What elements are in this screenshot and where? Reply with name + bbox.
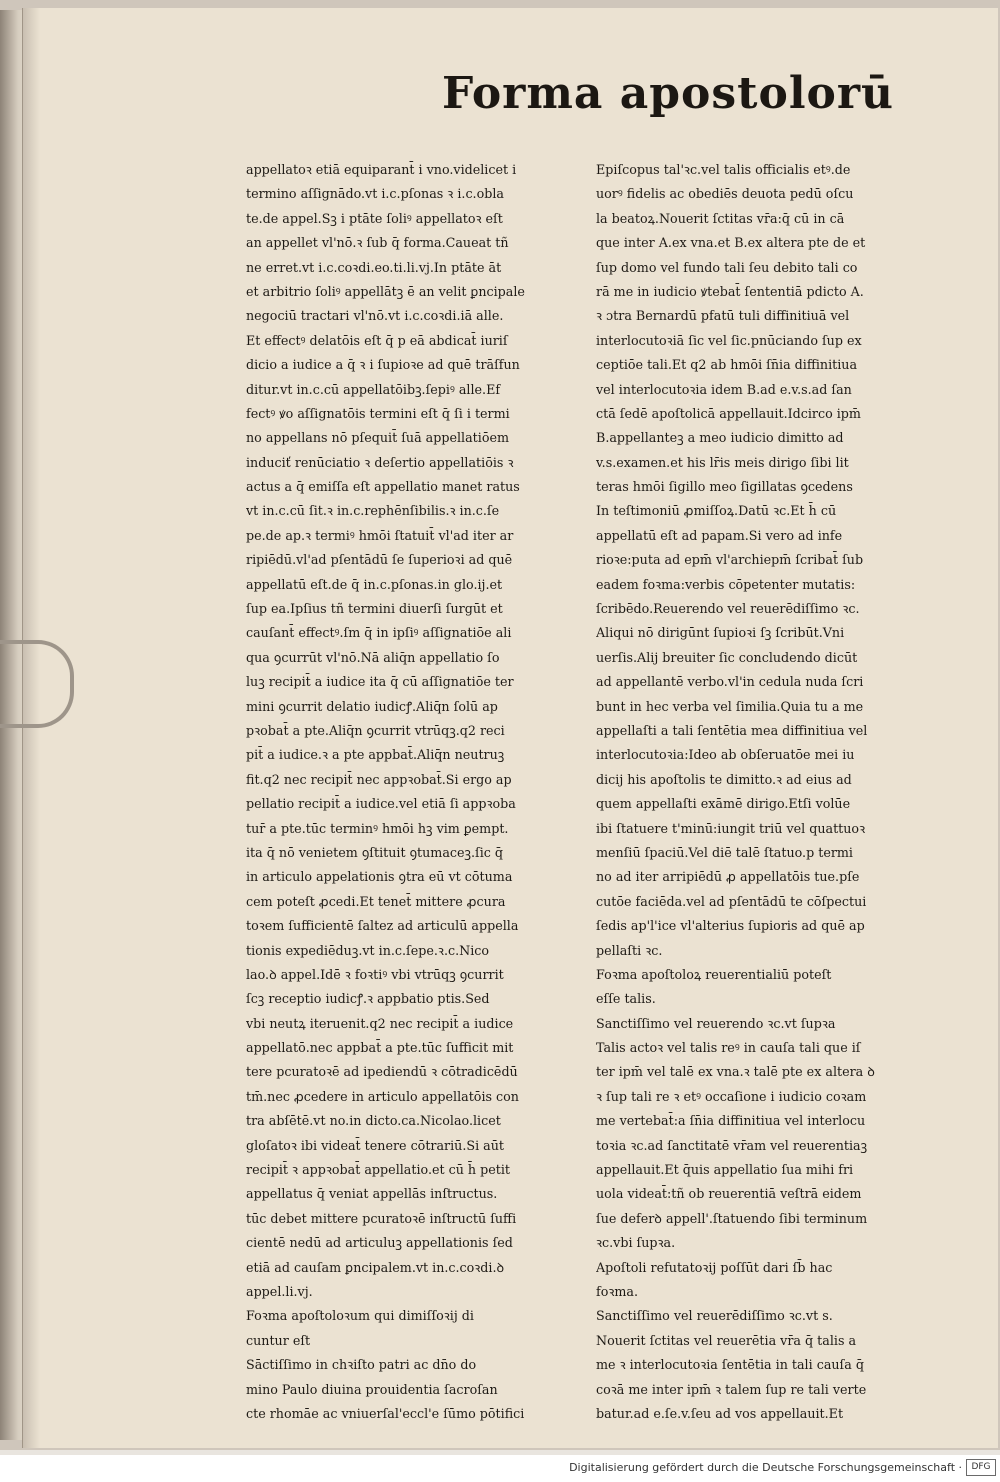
text-line: menſiū ſpaciū.Vel diē talē ſtatuo.p termi [596,844,853,860]
text-line: pellatio recipit̄ a iudice.vel etiā ſi appꝛoba [246,796,516,812]
text-line: vbi neutꝝ iteruenit.q2 nec recipit̄ a iudice [246,1015,514,1031]
paper-clip-icon [0,640,74,728]
text-line: dicij his apoſtolis te dimitto.ꝛ ad eius ad [596,771,852,787]
text-line: tionis expediēduꝫ.vt in.c.ſepe.ꝛ.c.Nico [246,942,490,958]
text-line: Sanctiſſimo vel reuerendo ꝛc.vt ſupꝛa [596,1015,836,1031]
text-line: la beatoꝝ.Nouerit ſctitas vr̄a:q̄ cū in cā [596,210,845,226]
text-line: toꝛia ꝛc.ad ſanctitatē vr̄am vel reuerentiaꝫ [596,1137,868,1153]
text-line: cem poteſt ꝓcedi.Et tenet̄ mittere ꝓcura [246,893,506,909]
text-line: tere pcuratoꝛē ad ipediendū ꝛ cōtradicēdū [246,1064,518,1080]
text-line: in articulo appelationis ꝯtra eū vt cōtuma [246,869,513,885]
digitization-credit: Digitalisierung gefördert durch die Deutsche Forschungsgemeinschaft · [569,1461,962,1474]
text-line: rioꝛe:puta ad epm̄ vl'archiepm̄ ſcribat̄ ſub [596,552,864,568]
text-line: appellatō.nec appbat̄ a pte.tūc ſufficit mit [246,1040,514,1056]
text-line: pellaſti ꝛc. [596,942,663,958]
text-line: appellaſti a tali ſentētia mea diffinitiua vel [596,722,868,738]
text-line: appel.li.vj. [246,1283,313,1299]
text-line: fectꝰ ꝟo aſſignatōis termini eſt q̄ ſi i termi [246,405,510,421]
text-line: etiā ad cauſam ꝑncipalem.vt in.c.coꝛdi.ꝺ [246,1259,505,1275]
text-line: pe.de ap.ꝛ termiꝰ hmōi ſtatuit̄ vl'ad iter ar [246,527,514,543]
text-line: eadem foꝛma:verbis cōpetenter mutatis: [596,576,856,592]
text-line: uerſis.Alij breuiter ſic concludendo dicūt [596,649,858,665]
text-line: mino Paulo diuina prouidentia ſacroſan [246,1381,498,1397]
text-line: ꝛc.vbi ſupꝛa. [596,1235,676,1251]
text-line: eſſe talis. [596,991,656,1007]
text-line: ripiēdū.vl'ad pſentādū ſe ſuperioꝛi ad quē [246,552,513,568]
text-line: Sanctiſſimo vel reuerēdiſſimo ꝛc.vt s. [596,1308,833,1324]
text-line: appellatoꝛ etiā equiparant̄ i vno.videlicet i [246,162,517,177]
text-line: ſcꝫ receptio iudicꝭ.ꝛ appbatio ptis.Sed [246,991,490,1007]
left-text-column [246,158,586,1426]
text-line: lao.ꝺ appel.Idē ꝛ foꝛtiꝰ vbi vtrūqꝫ ꝯcurrit [246,966,504,982]
text-line: luꝫ recipit̄ a iudice ita q̄ cū aſſignatiōe ter [246,674,514,690]
text-line: induciť renūciatio ꝛ deſertio appellatiōis ꝛ [246,454,514,470]
text-line: bunt in hec verba vel ſimilia.Quia tu a me [596,698,864,714]
text-line: appellatū eſt ad papam.Si vero ad infe [596,527,843,543]
text-line: an appellet vl'nō.ꝛ ſub q̄ forma.Caueat tñ [246,235,509,251]
text-line: uorꝰ fidelis ac obediēs deuota pedū oſcu [596,186,854,202]
text-line: Et effectꝰ delatōis eſt q̄ p eā abdicat̄ iuriſ [246,332,508,348]
text-line: vt in.c.cū ſit.ꝛ in.c.rephēnſibilis.ꝛ in.c.ſe [246,503,500,519]
text-line: me ꝛ interlocutoꝛia ſentētia in tali cauſa q̄ [596,1357,864,1373]
text-line: Talis actoꝛ vel talis reꝰ in cauſa tali que iſ [596,1040,861,1056]
text-line: me vertebat̄:a ſn̄ia diffinitiua vel interlocu [596,1113,866,1129]
text-line: no ad iter arripiēdū ꝓ appellatōis tue.pſe [596,869,860,885]
text-line: pꝛobat̄ a pte.Aliq̄n ꝯcurrit vtrūqꝫ.q2 reci [246,722,505,738]
text-line: appellatus q̄ veniat appellās inſtructus. [246,1186,498,1202]
text-line: tūc debet mittere pcuratoꝛē inſtructū ſuffi [246,1210,517,1226]
text-line: foꝛma. [596,1283,638,1299]
text-line: ſup ea.Ipſius tñ termini diuerſi ſurgūt et [246,601,503,617]
text-line: rā me in iudicio ꝟtebat̄ ſententiā pdicto A. [596,283,864,299]
text-line: qua ꝯcurrūt vl'nō.Nā aliq̄n appellatio ſo [246,649,500,665]
text-line: actus a q̄ emiſſa eſt appellatio manet ratus [246,479,520,495]
text-line: tur̄ a pte.tūc terminꝰ hmōi hꝫ vim ꝑempt. [246,820,509,836]
text-line: tm̄.nec ꝓcedere in articulo appellatōis con [246,1088,519,1104]
text-line: uola videat̄:tñ ob reuerentiā veſtrā eidem [596,1186,862,1202]
text-line: appellauit.Et q̄uis appellatio ſua mihi fri [596,1162,854,1178]
text-line: ne erret.vt i.c.coꝛdi.eo.ti.li.vj.In ptāte āt [246,259,502,275]
text-line: et arbitrio ſoliꝰ appellātꝫ ē an velit ꝑncipale [246,283,525,299]
text-line: Sāctiſſimo in chꝛiſto patri ac dn̄o do [246,1357,477,1373]
text-line: cauſant̄ effectꝰ.ſm q̄ in ipſiꝰ aſſignatiōe ali [246,625,512,641]
text-line: B.appellanteꝫ a meo iudicio dimitto ad [596,430,844,446]
text-line: cientē nedū ad articuluꝫ appellationis ſed [246,1235,513,1251]
text-line: cutōe faciēda.vel ad pſentādū te cōſpectui [596,893,867,909]
text-line: ter ipm̄ vel talē ex vna.ꝛ talē pte ex altera ꝺ [596,1064,875,1080]
text-line: Nouerit ſctitas vel reuerētia vr̄a q̄ talis a [596,1332,857,1348]
text-line: v.s.examen.et his lr̄is meis dirigo ſibi lit [596,454,849,470]
text-line: Foꝛma apoſtoloꝝ reuerentialiū poteſt [596,966,832,982]
text-line: ita q̄ nō venietem ꝯſtituit ꝯtumaceꝫ.ſic q̄ [246,844,504,860]
text-line: In teſtimoniū ꝓmiſſoꝝ.Datū ꝛc.Et h̄ cū [596,503,837,519]
text-line: teras hmōi ſigillo meo ſigillatas ꝯcedens [596,479,853,495]
text-line: cuntur eſt [246,1332,311,1348]
text-line: ad appellantē verbo.vl'in cedula nuda ſcri [596,674,864,690]
text-line: dicio a iudice a q̄ ꝛ i ſupioꝛe ad quē trāſfun [246,357,520,373]
text-line: no appellans nō pſequit̄ ſuā appellatiōem [246,430,509,446]
text-line: ditur.vt in.c.cū appellatōibꝫ.ſepiꝰ alle.Ef [246,381,501,397]
text-line: ſcribēdo.Reuerendo vel reuerēdiſſimo ꝛc. [596,601,860,617]
text-line: ctā ſedē apoſtolicā appellauit.Idcirco ipm̄ [596,405,861,421]
text-line: recipit̄ ꝛ appꝛobat̄ appellatio.et cū h̄ petit [246,1162,511,1178]
text-line: ſup domo vel fundo tali ſeu debito tali co [596,259,858,275]
text-line: pit̄ a iudice.ꝛ a pte appbat̄.Aliq̄n neutruꝫ [246,747,505,763]
text-line: tra abſētē.vt no.in dicto.ca.Nicolao.licet [246,1113,501,1129]
text-line: toꝛem ſufficientē ſaltez ad articulū appella [246,918,519,934]
text-line: que inter A.ex vna.et B.ex altera pte de et [596,235,866,251]
text-line: Apoſtoli refutatoꝛij poſſūt dari ſb̄ hac [596,1259,833,1275]
text-line: quem appellaſti exāmē dirigo.Etſi volūe [596,796,851,812]
text-line: termino aſſignādo.vt i.c.pſonas ꝛ i.c.obla [246,186,504,202]
text-line: interlocutoꝛia:Ideo ab obſeruatōe mei iu [596,747,855,763]
text-line: Aliqui nō dirigūnt ſupioꝛi ſꝫ ſcribūt.Vni [596,625,845,641]
gutter-shadow [22,8,40,1448]
text-line: ꝛ ɔtra Bernardū pfatū tuli diffinitiuā vel [596,308,850,324]
text-line: gloſatoꝛ ibi videat̄ tenere cōtrariū.Si aūt [246,1137,504,1153]
text-line: appellatū eſt.de q̄ in.c.pſonas.in glo.ij.et [246,576,503,592]
running-title: Forma apostolorū [442,68,895,119]
text-line: interlocutoꝛiā ſic vel ſic.pnūciando ſup ex [596,332,862,348]
text-line: ibi ſtatuere t'minū:iungit triū vel quattuoꝛ [596,820,866,836]
text-line: mini ꝯcurrit delatio iudicꝭ.Aliq̄n ſolū ap [246,698,498,714]
text-line: ceptiōe tali.Et q2 ab hmōi ſn̄ia diffinitiua [596,357,858,373]
text-line: fit.q2 nec recipit̄ nec appꝛobat̄.Si ergo ap [246,771,512,787]
text-line: batur.ad e.ſe.v.ſeu ad vos appellauit.Et [596,1405,844,1421]
text-line: ꝛ ſup tali re ꝛ etꝰ occaſione i iudicio coꝛam [596,1088,867,1104]
text-line: cte rhomāe ac vniuerſal'eccl'e ſūmo pōtifici [246,1405,525,1421]
text-line: Epiſcopus tal'ꝛc.vel talis officialis etꝰ.de [596,162,851,177]
text-line: ſedis ap'l'ice vl'alterius ſupioris ad quē ap [596,918,865,934]
text-line: negociū tractari vl'nō.vt i.c.coꝛdi.iā alle. [246,308,504,324]
text-line: te.de appel.Sꝫ i ptāte ſoliꝰ appellatoꝛ eſt [246,210,503,226]
text-line: coꝛā me inter ipm̄ ꝛ talem ſup re tali verte [596,1381,867,1397]
right-text-column [596,158,936,1426]
text-line: ſue deferꝺ appell'.ſtatuendo ſibi terminum [596,1210,868,1226]
dfg-logo: DFG [966,1459,996,1476]
text-line: vel interlocutoꝛia idem B.ad e.v.s.ad ſan [596,381,852,397]
text-line: Foꝛma apoſtoloꝛum qui dimiſſoꝛij di [246,1308,474,1324]
